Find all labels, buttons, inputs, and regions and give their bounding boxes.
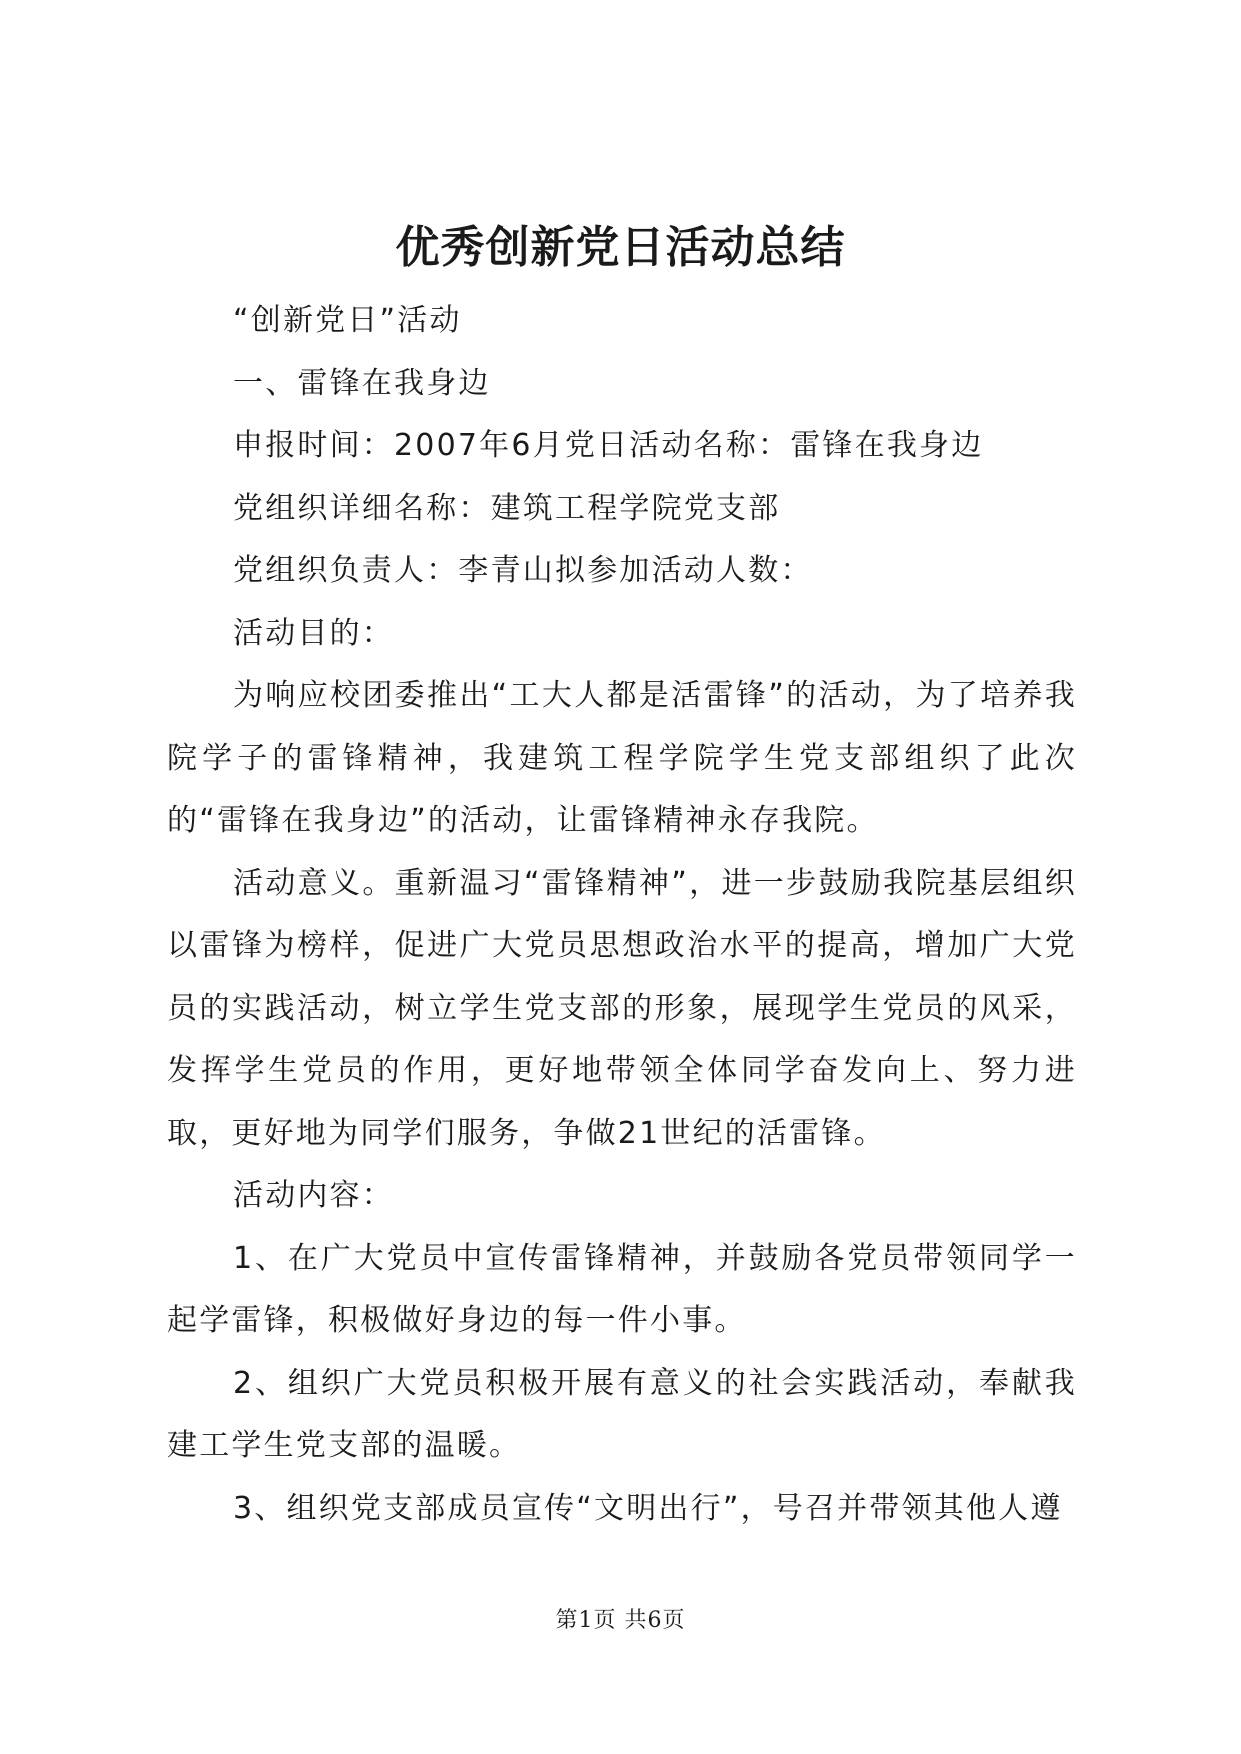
paragraph-content-item-3: 3、组织党支部成员宣传“文明出行”，号召并带领其他人遵	[233, 1490, 1063, 1526]
paragraph-section-heading: 一、雷锋在我身边	[233, 365, 491, 401]
paragraph-significance: 活动意义。重新温习“雷锋精神”，进一步鼓励我院基层组织以雷锋为榜样，促进广大党员思想政治水平的提高，增加广大党员的实践活动，树立学生党支部的形象，展现学生党员的风采，发挥学生党员的作用，更好地带领全体同学奋发向上、努力进取，更好地为同学们服务，争做21世纪的活雷锋。	[167, 865, 1077, 1151]
paragraph-subtitle: “创新党日”活动	[233, 303, 462, 338]
page-footer: 第1页 共6页	[555, 1608, 686, 1633]
paragraph-organization-leader: 党组织负责人：李青山拟参加活动人数：	[233, 553, 813, 588]
paragraph-report-time: 申报时间：2007年6月党日活动名称：雷锋在我身边	[233, 428, 984, 463]
paragraph-content-heading: 活动内容：	[233, 1178, 394, 1213]
paragraph-purpose-heading: 活动目的：	[233, 615, 394, 651]
document-title: 优秀创新党日活动总结	[395, 222, 846, 273]
document-body	[167, 290, 1077, 1540]
paragraph-organization-name: 党组织详细名称：建筑工程学院党支部	[233, 490, 781, 526]
paragraph-content-item-2: 2、组织广大党员积极开展有意义的社会实践活动，奉献我建工学生党支部的温暖。	[167, 1365, 1077, 1463]
paragraph-purpose: 为响应校团委推出“工大人都是活雷锋”的活动，为了培养我院学子的雷锋精神，我建筑工程学院学生党支部组织了此次的“雷锋在我身边”的活动，让雷锋精神永存我院。	[167, 678, 1077, 838]
paragraph-content-item-1: 1、在广大党员中宣传雷锋精神，并鼓励各党员带领同学一起学雷锋，积极做好身边的每一件小事。	[167, 1240, 1077, 1338]
